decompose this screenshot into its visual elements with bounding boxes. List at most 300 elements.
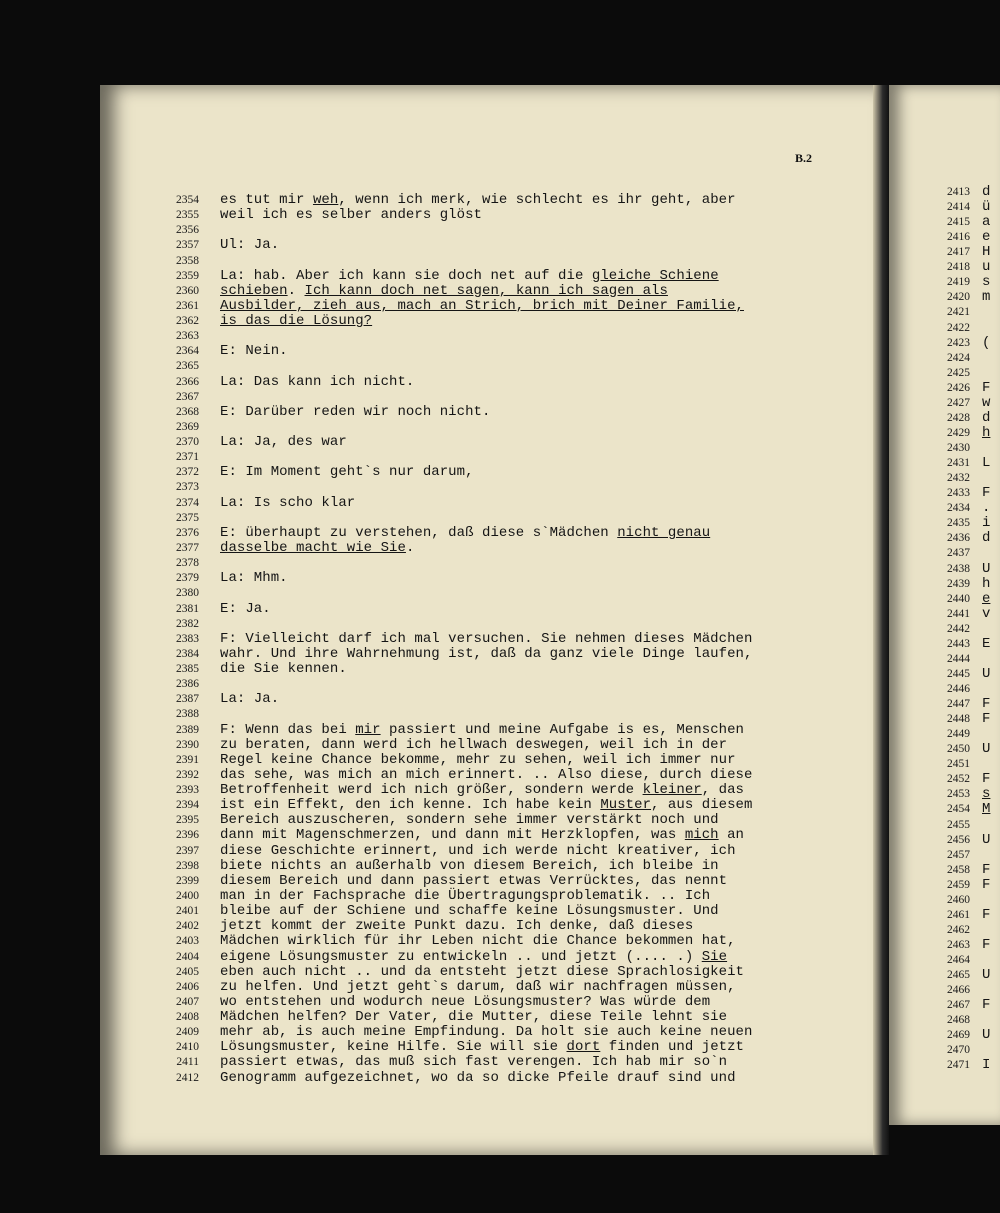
line-text xyxy=(220,934,736,949)
line-number: 2418 xyxy=(947,261,970,274)
line-number: 2468 xyxy=(947,1014,970,1027)
line-number: 2433 xyxy=(947,487,970,500)
text-segment: zu helfen. Und jetzt geht`s darum, daß wir nachfragen müssen, xyxy=(220,978,736,995)
text-segment: F: Wenn das bei xyxy=(220,721,356,738)
line-number: 2408 xyxy=(176,1011,199,1024)
line-text xyxy=(220,284,668,299)
line-text xyxy=(220,571,288,586)
text-segment: diese Geschichte erinnert, und ich werde nicht kreativer, ich xyxy=(220,842,736,859)
line-number: 2447 xyxy=(947,698,970,711)
line-number: 2419 xyxy=(947,276,970,289)
line-text xyxy=(982,1058,990,1073)
line-text xyxy=(220,405,490,420)
line-text xyxy=(220,238,279,253)
line-text xyxy=(982,1028,990,1043)
line-number: 2425 xyxy=(947,366,970,379)
line-text xyxy=(220,859,719,874)
text-segment: E: überhaupt zu verstehen, daß diese s`Mädchen xyxy=(220,524,618,541)
text-segment: weil ich es selber anders glöst xyxy=(220,207,482,224)
line-number: 2366 xyxy=(176,375,199,388)
line-number: 2443 xyxy=(947,637,970,650)
line-text xyxy=(982,577,990,592)
line-number: 2354 xyxy=(176,194,199,206)
line-number: 2390 xyxy=(176,738,199,751)
line-number: 2397 xyxy=(176,844,199,857)
text-segment: F xyxy=(982,876,991,893)
line-number: 2365 xyxy=(176,360,199,373)
line-number: 2449 xyxy=(947,728,970,741)
text-segment: U xyxy=(982,665,991,682)
underlined-text: e xyxy=(982,590,991,607)
line-number: 2430 xyxy=(947,442,970,455)
line-text xyxy=(220,723,744,738)
text-segment: F xyxy=(982,711,991,728)
line-text xyxy=(982,802,990,817)
line-text xyxy=(982,456,990,471)
underlined-text: Ausbilder, zieh aus, mach an Strich, brich mit Deiner Familie, xyxy=(220,297,744,314)
text-segment: d xyxy=(982,409,991,426)
line-text xyxy=(220,738,727,753)
line-number: 2456 xyxy=(947,833,970,846)
line-number: 2414 xyxy=(947,201,970,214)
line-text xyxy=(220,496,355,511)
line-text xyxy=(982,772,990,787)
underlined-text: is das die Lösung? xyxy=(220,313,373,330)
line-number: 2416 xyxy=(947,231,970,244)
text-segment: F xyxy=(982,379,991,396)
text-segment: , wenn ich merk, wie schlecht es ihr geht, aber xyxy=(338,192,736,208)
line-number: 2470 xyxy=(947,1044,970,1057)
line-number: 2355 xyxy=(176,209,199,222)
text-segment: diesem Bereich und dann passiert etwas Verrücktes, das nennt xyxy=(220,872,728,889)
line-number: 2461 xyxy=(947,908,970,921)
line-text xyxy=(220,269,719,284)
underlined-text: kleiner xyxy=(642,782,702,799)
line-text xyxy=(220,526,710,541)
line-number: 2402 xyxy=(176,920,199,933)
line-number: 2437 xyxy=(947,547,970,560)
line-text xyxy=(220,980,736,995)
line-number: 2393 xyxy=(176,784,199,797)
line-text xyxy=(982,275,990,290)
line-text xyxy=(982,426,990,441)
text-segment: E: Darüber reden wir noch nicht. xyxy=(220,403,491,420)
text-segment: F: Vielleicht darf ich mal versuchen. Sie nehmen dieses Mädchen xyxy=(220,630,753,647)
underlined-text: dort xyxy=(566,1039,601,1056)
underlined-text: mir xyxy=(355,721,381,738)
line-text xyxy=(220,1055,727,1070)
line-text xyxy=(982,742,990,757)
line-number: 2369 xyxy=(176,420,199,433)
line-text xyxy=(982,968,990,983)
text-segment: U xyxy=(982,741,991,758)
line-text xyxy=(220,647,752,662)
line-number: 2374 xyxy=(176,496,199,509)
line-text xyxy=(982,336,990,351)
text-segment: Mädchen helfen? Der Vater, die Mutter, diese Teile lehnt sie xyxy=(220,1009,728,1026)
line-text xyxy=(982,200,990,215)
text-segment: wo entstehen und wodurch neue Lösungsmuster? Was würde dem xyxy=(220,993,711,1010)
text-segment: F xyxy=(982,861,991,878)
line-text xyxy=(982,878,990,893)
text-segment: E: Nein. xyxy=(220,343,288,360)
line-number: 2361 xyxy=(176,299,199,312)
line-text xyxy=(220,344,288,359)
text-segment: eigene Lösungsmuster zu entwickeln .. und jetzt (.... .) xyxy=(220,948,702,965)
line-number: 2426 xyxy=(947,381,970,394)
line-number: 2362 xyxy=(176,315,199,328)
line-text xyxy=(982,516,990,531)
line-text xyxy=(982,411,990,426)
underlined-text: Sie xyxy=(701,948,728,965)
line-text xyxy=(982,562,990,577)
line-number: 2364 xyxy=(176,345,199,358)
line-number: 2427 xyxy=(947,396,970,409)
line-number: 2458 xyxy=(947,863,970,876)
line-number: 2385 xyxy=(176,663,199,676)
text-segment: man in der Fachsprache die Übertragungsproblematik. .. Ich xyxy=(220,887,711,904)
line-number: 2432 xyxy=(947,472,970,485)
line-number: 2448 xyxy=(947,713,970,726)
line-number: 2466 xyxy=(947,984,970,997)
text-segment: U xyxy=(982,967,991,984)
line-number: 2444 xyxy=(947,652,970,665)
line-number: 2462 xyxy=(947,923,970,936)
line-number: 2392 xyxy=(176,768,199,781)
line-text xyxy=(220,435,347,450)
text-segment: F xyxy=(982,485,991,502)
line-number: 2386 xyxy=(176,678,199,691)
line-number: 2471 xyxy=(947,1059,970,1072)
page-section-label: B.2 xyxy=(795,151,813,165)
line-text xyxy=(982,215,990,230)
text-segment: F xyxy=(982,696,991,713)
line-text xyxy=(982,592,990,607)
line-number: 2372 xyxy=(176,466,199,479)
line-number: 2367 xyxy=(176,390,199,403)
text-segment: jetzt kommt der zweite Punkt dazu. Ich denke, daß dieses xyxy=(220,918,694,935)
line-text xyxy=(220,950,727,965)
text-segment: E: Ja. xyxy=(220,600,271,617)
text-segment: finden und jetzt xyxy=(600,1039,745,1056)
text-segment: F xyxy=(982,937,991,953)
text-segment: w xyxy=(982,394,991,411)
line-number: 2373 xyxy=(176,481,199,494)
line-number: 2379 xyxy=(176,572,199,585)
line-text xyxy=(982,637,990,652)
line-number: 2363 xyxy=(176,330,199,343)
text-segment: La: Ja. xyxy=(220,691,280,708)
text-segment: La: Mhm. xyxy=(220,570,288,587)
line-number: 2454 xyxy=(947,803,970,816)
line-text xyxy=(220,465,474,480)
text-segment: F xyxy=(982,997,991,1014)
line-number: 2376 xyxy=(176,526,199,539)
text-segment: , das xyxy=(701,782,745,799)
line-text xyxy=(220,662,347,677)
line-number: 2459 xyxy=(947,878,970,891)
line-text xyxy=(220,541,414,556)
line-number: 2422 xyxy=(947,321,970,334)
text-segment: Betroffenheit werd ich nich größer, sondern werde xyxy=(220,782,643,799)
text-segment: E xyxy=(982,635,991,652)
line-number: 2384 xyxy=(176,647,199,660)
line-number: 2375 xyxy=(176,511,199,524)
text-segment: U xyxy=(982,831,991,848)
line-number: 2439 xyxy=(947,577,970,590)
line-number: 2382 xyxy=(176,617,199,630)
line-text xyxy=(220,1040,744,1055)
line-text xyxy=(220,1071,736,1086)
line-number: 2370 xyxy=(176,436,199,449)
line-number: 2434 xyxy=(947,502,970,515)
line-text xyxy=(220,919,693,934)
text-segment: passiert und meine Aufgabe is es, Menschen xyxy=(380,721,745,738)
underlined-text: nicht genau xyxy=(617,524,711,541)
line-text xyxy=(982,863,990,878)
text-segment: v xyxy=(982,605,991,622)
line-text xyxy=(220,208,482,223)
line-text xyxy=(220,375,414,390)
line-number: 2436 xyxy=(947,532,970,545)
line-number: 2440 xyxy=(947,592,970,605)
line-text xyxy=(220,1010,727,1025)
text-segment: das sehe, was mich an mich erinnert. .. Also diese, durch diese xyxy=(220,766,753,783)
line-number: 2428 xyxy=(947,411,970,424)
line-number: 2357 xyxy=(176,239,199,252)
line-number: 2441 xyxy=(947,607,970,620)
underlined-text: weh xyxy=(312,192,339,208)
line-number: 2387 xyxy=(176,693,199,706)
text-segment: s xyxy=(982,274,991,291)
line-text xyxy=(982,908,990,923)
text-segment: . xyxy=(405,539,415,556)
line-number: 2358 xyxy=(176,254,199,267)
text-segment: F xyxy=(982,771,991,788)
text-segment: L xyxy=(982,455,991,472)
line-text xyxy=(982,787,990,802)
text-segment: H xyxy=(982,244,991,261)
line-number: 2435 xyxy=(947,517,970,530)
line-text xyxy=(982,667,990,682)
line-number: 2359 xyxy=(176,269,199,282)
text-segment: mehr ab, is auch meine Empfindung. Da holt sie auch keine neuen xyxy=(220,1024,753,1041)
line-number: 2399 xyxy=(176,874,199,887)
line-text xyxy=(982,396,990,411)
line-text xyxy=(220,314,372,329)
line-text xyxy=(220,783,744,798)
text-segment: ist ein Effekt, den ich kenne. Ich habe kein xyxy=(220,797,601,814)
line-number: 2452 xyxy=(947,773,970,786)
line-text xyxy=(220,965,744,980)
text-segment: ü xyxy=(982,199,991,216)
text-segment: Ul: Ja. xyxy=(220,237,280,254)
line-text xyxy=(982,833,990,848)
text-segment: I xyxy=(982,1057,991,1074)
line-text xyxy=(220,889,710,904)
line-number: 2453 xyxy=(947,788,970,801)
line-text xyxy=(220,692,279,707)
line-text xyxy=(220,874,727,889)
line-text xyxy=(982,245,990,260)
text-segment: die Sie kennen. xyxy=(220,661,347,678)
line-number: 2438 xyxy=(947,562,970,575)
line-number: 2465 xyxy=(947,969,970,982)
line-text xyxy=(982,381,990,396)
line-number: 2464 xyxy=(947,954,970,967)
line-number: 2378 xyxy=(176,557,199,570)
line-number: 2450 xyxy=(947,743,970,756)
book-gutter xyxy=(873,85,889,1155)
text-segment: Mädchen wirklich für ihr Leben nicht die Chance bekommen hat, xyxy=(220,933,736,950)
text-segment: . xyxy=(287,282,305,299)
line-number: 2455 xyxy=(947,818,970,831)
line-text xyxy=(982,607,990,622)
text-segment: es tut mir xyxy=(220,192,313,208)
text-segment: Genogramm aufgezeichnet, wo da so dicke Pfeile drauf sind und xyxy=(220,1069,736,1086)
underlined-text: Ich kann doch net sagen, kann ich sagen als xyxy=(304,282,668,299)
line-number: 2423 xyxy=(947,336,970,349)
text-segment: E: Im Moment geht`s nur darum, xyxy=(220,464,474,481)
line-number: 2407 xyxy=(176,995,199,1008)
line-number: 2356 xyxy=(176,224,199,237)
text-segment: zu beraten, dann werd ich hellwach deswegen, weil ich in der xyxy=(220,736,728,753)
line-number: 2417 xyxy=(947,246,970,259)
line-text xyxy=(982,938,990,953)
line-text xyxy=(982,697,990,712)
underlined-text: gleiche Schiene xyxy=(591,267,719,284)
text-segment: biete nichts an außerhalb von diesem Bereich, ich bleibe in xyxy=(220,857,719,874)
line-text xyxy=(982,712,990,727)
underlined-text: schieben xyxy=(220,282,288,299)
line-number: 2451 xyxy=(947,758,970,771)
line-text xyxy=(220,813,719,828)
text-segment: a xyxy=(982,214,991,231)
line-text xyxy=(982,531,990,546)
text-segment: La: Ja, des war xyxy=(220,434,347,451)
text-segment: m xyxy=(982,289,991,306)
underlined-text: M xyxy=(982,801,991,818)
underlined-text: h xyxy=(982,424,991,441)
line-text xyxy=(220,768,752,783)
line-text xyxy=(220,632,752,647)
underlined-text: s xyxy=(982,786,991,803)
text-segment: passiert etwas, das muß sich fast verengen. Ich hab mir so`n xyxy=(220,1054,728,1071)
line-number: 2420 xyxy=(947,291,970,304)
line-number: 2467 xyxy=(947,999,970,1012)
line-number: 2413 xyxy=(947,186,970,198)
line-number: 2383 xyxy=(176,632,199,645)
line-number: 2431 xyxy=(947,457,970,470)
line-text xyxy=(982,998,990,1013)
line-text xyxy=(220,844,736,859)
text-segment: ( xyxy=(982,334,991,351)
line-text xyxy=(220,193,736,208)
line-text xyxy=(982,230,990,245)
line-number: 2404 xyxy=(176,950,199,963)
text-segment: dann mit Magenschmerzen, und dann mit Herzklopfen, was xyxy=(220,827,685,844)
line-number: 2403 xyxy=(176,935,199,948)
line-number: 2377 xyxy=(176,541,199,554)
line-number: 2381 xyxy=(176,602,199,615)
text-segment: U xyxy=(982,560,991,577)
line-text xyxy=(220,753,736,768)
line-number: 2446 xyxy=(947,682,970,695)
line-number: 2457 xyxy=(947,848,970,861)
line-number: 2429 xyxy=(947,426,970,439)
text-segment: Regel keine Chance bekomme, mehr zu sehen, weil ich immer nur xyxy=(220,751,736,768)
line-number: 2394 xyxy=(176,799,199,812)
text-segment: bleibe auf der Schiene und schaffe keine Lösungsmuster. Und xyxy=(220,903,719,920)
line-text xyxy=(220,299,744,314)
line-number: 2421 xyxy=(947,306,970,319)
line-text xyxy=(982,185,990,200)
line-number: 2424 xyxy=(947,351,970,364)
line-number: 2442 xyxy=(947,622,970,635)
text-segment: d xyxy=(982,530,991,547)
line-text xyxy=(220,828,744,843)
text-segment: La: Das kann ich nicht. xyxy=(220,373,415,390)
line-text xyxy=(220,798,752,813)
underlined-text: mich xyxy=(684,827,719,844)
text-segment: Lösungsmuster, keine Hilfe. Sie will sie xyxy=(220,1039,567,1056)
text-segment: an xyxy=(718,827,744,844)
text-segment: i xyxy=(982,515,991,532)
line-number: 2463 xyxy=(947,939,970,951)
line-number: 2411 xyxy=(176,1056,199,1069)
line-number: 2396 xyxy=(176,829,199,842)
line-number: 2405 xyxy=(176,965,199,978)
line-number: 2406 xyxy=(176,980,199,993)
text-segment: wahr. Und ihre Wahrnehmung ist, daß da ganz viele Dinge laufen, xyxy=(220,645,753,662)
line-text xyxy=(982,260,990,275)
line-number: 2409 xyxy=(176,1026,199,1039)
text-segment: eben auch nicht .. und da entsteht jetzt diese Sprachlosigkeit xyxy=(220,963,744,980)
line-number: 2401 xyxy=(176,905,199,918)
line-number: 2469 xyxy=(947,1029,970,1042)
text-segment: u xyxy=(982,259,991,276)
text-segment: e xyxy=(982,229,991,246)
text-segment: h xyxy=(982,575,991,592)
line-number: 2388 xyxy=(176,708,199,721)
text-segment: La: hab. Aber ich kann sie doch net auf die xyxy=(220,267,592,284)
text-segment: Bereich auszuscheren, sondern sehe immer verstärkt noch und xyxy=(220,812,719,829)
underlined-text: dasselbe macht wie Sie xyxy=(220,539,406,556)
line-number: 2360 xyxy=(176,284,199,297)
line-number: 2460 xyxy=(947,893,970,906)
line-number: 2391 xyxy=(176,753,199,766)
line-text xyxy=(220,995,710,1010)
line-number: 2380 xyxy=(176,587,199,600)
line-text xyxy=(220,1025,752,1040)
text-segment: . xyxy=(982,500,991,517)
line-number: 2410 xyxy=(176,1041,199,1054)
line-number: 2412 xyxy=(176,1071,199,1084)
line-number: 2389 xyxy=(176,723,199,736)
line-text xyxy=(220,904,719,919)
line-number: 2398 xyxy=(176,859,199,872)
line-text xyxy=(982,486,990,501)
underlined-text: Muster xyxy=(600,797,652,814)
text-segment: d xyxy=(982,184,991,200)
line-text xyxy=(982,501,990,516)
line-number: 2445 xyxy=(947,667,970,680)
text-segment: , aus diesem xyxy=(651,797,753,814)
line-text xyxy=(220,602,271,617)
line-number: 2415 xyxy=(947,216,970,229)
line-number: 2368 xyxy=(176,405,199,418)
text-segment: F xyxy=(982,906,991,923)
